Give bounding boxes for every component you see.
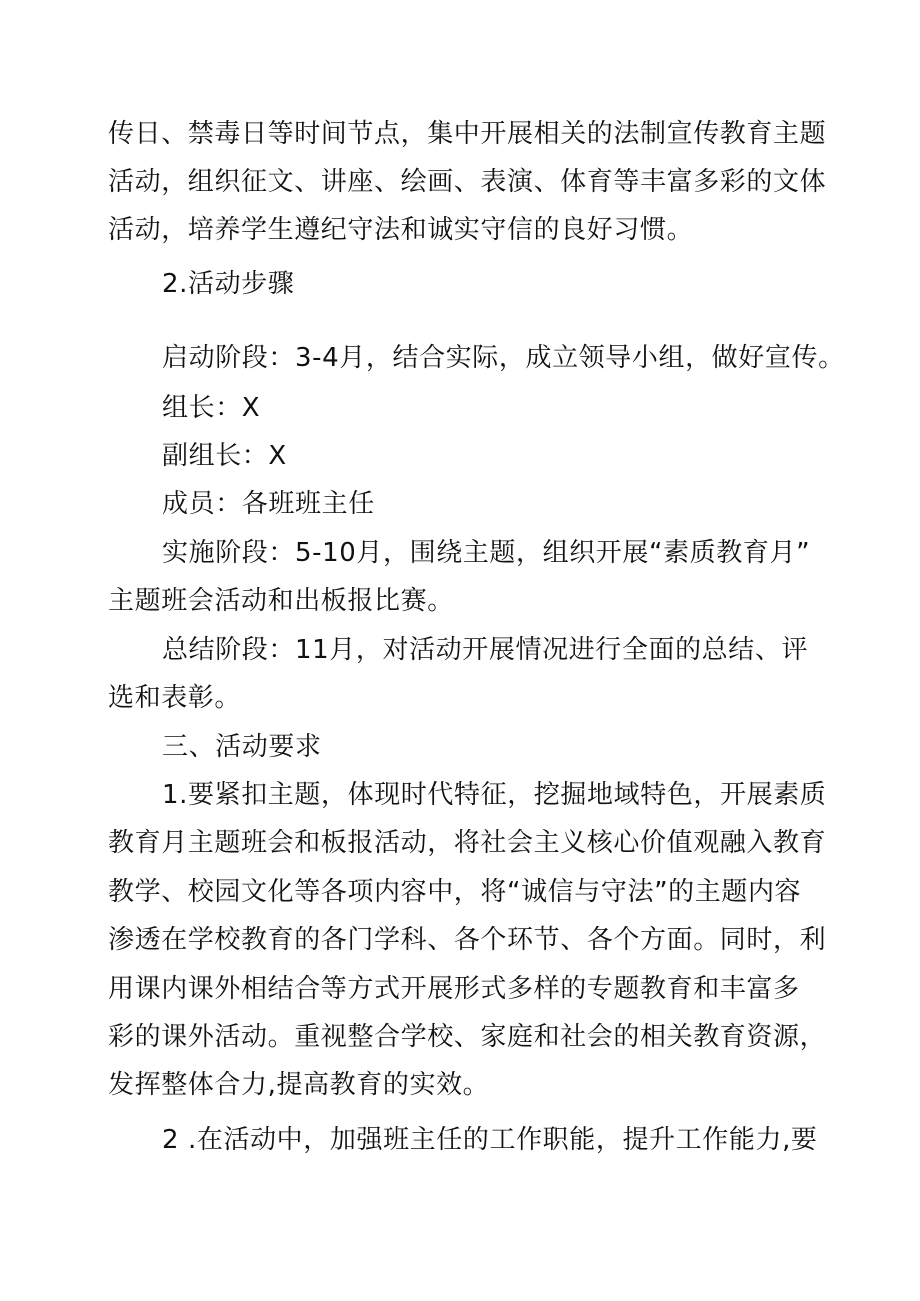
- text-line: 1.要紧扣主题，体现时代特征，挖掘地域特色，开展素质: [162, 780, 827, 810]
- text-line: 启动阶段：3-4月，结合实际，成立领导小组，做好宣传。: [162, 343, 845, 373]
- text-line: 活动，培养学生遵纪守法和诚实守信的良好习惯。: [108, 215, 694, 245]
- text-line: 渗透在学校教育的各门学科、各个环节、各个方面。同时，利: [108, 925, 827, 955]
- text-line: 总结阶段：11月，对活动开展情况进行全面的总结、评: [162, 635, 809, 665]
- text-line: 实施阶段：5-10月，围绕主题，组织开展“素质教育月”: [162, 538, 811, 568]
- text-line: 用课内课外相结合等方式开展形式多样的专题教育和丰富多: [108, 974, 800, 1004]
- section-heading: 三、活动要求: [162, 732, 322, 762]
- text-line: 教学、校园文化等各项内容中，将“诚信与守法”的主题内容: [108, 877, 802, 907]
- text-line: 主题班会活动和出板报比赛。: [108, 586, 454, 616]
- text-line: 彩的课外活动。重视整合学校、家庭和社会的相关教育资源，: [108, 1022, 827, 1052]
- text-line: 成员：各班班主任: [162, 489, 375, 519]
- text-line: 传日、禁毒日等时间节点，集中开展相关的法制宣传教育主题: [108, 119, 827, 149]
- text-line: 2 .在活动中，加强班主任的工作职能，提升工作能力,要: [162, 1125, 818, 1155]
- section-heading: 2.活动步骤: [162, 269, 295, 299]
- text-line: 教育月主题班会和板报活动，将社会主义核心价值观融入教育: [108, 828, 827, 858]
- text-line: 选和表彰。: [108, 683, 242, 713]
- text-line: 副组长：X: [162, 441, 287, 471]
- text-line: 发挥整体合力,提高教育的实效。: [108, 1070, 490, 1100]
- text-line: 组长：X: [162, 393, 261, 423]
- text-line: 活动，组织征文、讲座、绘画、表演、体育等丰富多彩的文体: [108, 167, 827, 197]
